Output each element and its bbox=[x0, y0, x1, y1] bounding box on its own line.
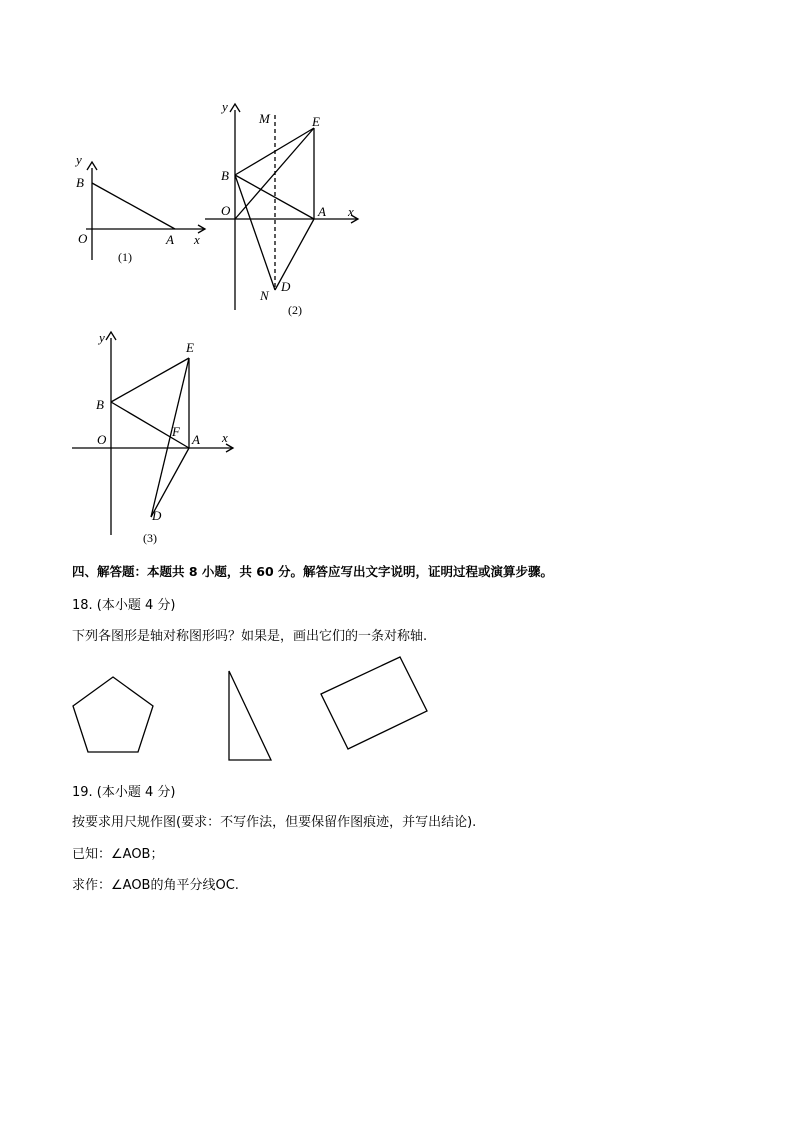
fig1-label-b: B bbox=[76, 175, 84, 190]
fig2-label-d: D bbox=[281, 279, 291, 294]
fig3-label-a: A bbox=[192, 432, 200, 447]
fig3-label-b: B bbox=[96, 397, 104, 412]
fig1-label-a: A bbox=[166, 232, 174, 247]
fig2-label-y: y bbox=[222, 99, 228, 114]
fig2-segment-oe bbox=[235, 128, 314, 219]
fig3-segment-da bbox=[151, 448, 189, 517]
fig1-segment-ab bbox=[92, 183, 175, 229]
q18-shapes bbox=[73, 657, 427, 760]
fig2-label-b: B bbox=[221, 168, 229, 183]
fig2-label-a: A bbox=[318, 204, 326, 219]
q19-instruction: 按要求用尺规作图(要求：不写作法，但要保留作图痕迹，并写出结论). bbox=[72, 815, 477, 830]
section-heading: 四、解答题：本题共 8 小题，共 60 分。解答应写出文字说明，证明过程或演算步骤。 bbox=[72, 564, 554, 579]
fig2-segment-bd bbox=[235, 175, 275, 290]
rectangle-shape bbox=[321, 657, 427, 749]
fig2-label-n: N bbox=[260, 288, 269, 303]
fig1-label-o: O bbox=[78, 231, 88, 246]
fig3-label-y: y bbox=[99, 330, 105, 345]
fig1-label-y: y bbox=[76, 152, 82, 167]
fig3-segment-ed bbox=[151, 358, 189, 517]
fig2-label-x: x bbox=[348, 204, 354, 219]
fig3-label-f: F bbox=[172, 424, 180, 439]
figure-1 bbox=[86, 162, 205, 260]
q18-prompt: 下列各图形是轴对称图形吗？如果是，画出它们的一条对称轴. bbox=[72, 629, 428, 644]
fig3-label-o: O bbox=[97, 432, 107, 447]
q19-find: 求作：∠AOB的角平分线OC. bbox=[72, 878, 239, 893]
pentagon-shape bbox=[73, 677, 153, 752]
fig1-label-x: x bbox=[194, 232, 200, 247]
fig3-caption: (3) bbox=[143, 531, 157, 545]
fig2-label-e: E bbox=[312, 114, 320, 129]
fig3-label-e: E bbox=[186, 340, 194, 355]
q18-header: 18. (本小题 4 分) bbox=[72, 598, 176, 613]
fig2-label-m: M bbox=[259, 111, 270, 126]
fig2-label-o: O bbox=[221, 203, 231, 218]
fig3-segment-be bbox=[111, 358, 189, 402]
fig3-label-d: D bbox=[152, 508, 162, 523]
q19-given: 已知：∠AOB； bbox=[72, 847, 164, 862]
fig3-label-x: x bbox=[222, 430, 228, 445]
fig2-caption: (2) bbox=[288, 303, 302, 317]
fig1-caption: (1) bbox=[118, 250, 132, 264]
q19-header: 19. (本小题 4 分) bbox=[72, 785, 176, 800]
right-triangle-shape bbox=[229, 671, 271, 760]
